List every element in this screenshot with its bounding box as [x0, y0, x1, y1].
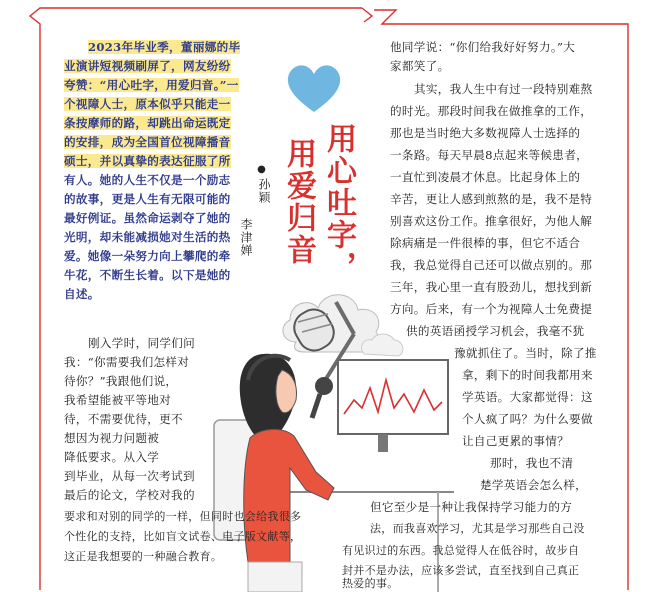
right-body-line: 拿，剩下的时间我都用来 [462, 368, 593, 382]
right-body-line: 三年，我心里一直有股劲儿，想找到新 [390, 280, 593, 294]
author-name-2: 李津婵 [239, 218, 253, 257]
left-body-line: 降低要求。从入学 [64, 450, 160, 464]
intro-line: 的安排，成为全国首位视障播音 [64, 135, 231, 149]
left-body-line: 我：“你需要我们怎样对 [64, 355, 190, 369]
right-body-line: 热爱的事。 [342, 577, 399, 590]
intro-line: 光明，却未能减损她对生活的热 [64, 230, 231, 244]
right-body-line: 除病痛是一件很棒的事，但它不适合 [390, 236, 581, 250]
right-body-line: 有见识过的东西。我总觉得人在低谷时，故步自 [342, 544, 580, 557]
monitor [338, 360, 448, 434]
intro-line: 2023年毕业季，董丽娜的毕 [88, 40, 241, 54]
left-body-line: 到毕业，从每一次考试到 [64, 469, 195, 483]
left-body-line: 要求和对别的同学的一样，但同时也会给我很多 [64, 510, 302, 523]
intro-line: 业演讲短视频刷屏了，网友纷纷 [64, 59, 231, 73]
intro-line: 最好例证。虽然命运剥夺了她的 [64, 211, 231, 225]
intro-line: 硕士，并以真挚的表达征服了所 [64, 154, 231, 168]
right-body-line: 学英语。大家都觉得：这 [462, 390, 593, 404]
hand-microphone [315, 377, 333, 395]
left-body-line: 这正是我想要的一种融合教育。 [64, 550, 223, 563]
right-body-line: 楚学英语会怎么样， [480, 478, 588, 492]
intro-line: 有人。她的人生不仅是一个励志 [64, 173, 231, 187]
right-body-line: 我，我总觉得自己还可以做点别的。那 [390, 258, 593, 272]
author-name-1: 孙颖 [257, 178, 271, 204]
right-body-line: 封并不是办法，应该多尝试，直至找到自己真正 [342, 564, 580, 577]
author-marker: ● [256, 164, 267, 176]
right-body-line: 辛苦，更让人感到煎熬的是，我不是特 [390, 192, 593, 206]
article-title-line2: 用爱归音 [281, 138, 316, 266]
right-body-line: 的时光。那段时间我在做推拿的工作， [390, 104, 593, 118]
heart-icon [285, 62, 343, 114]
intro-line: 条按摩师的路，却跳出命运既定 [64, 116, 231, 130]
left-body-line: 待，不需要优待，更不 [64, 412, 183, 426]
left-body-line: 刚入学时，同学们问 [88, 336, 196, 350]
right-body-line: 别喜欢这份工作。推拿很好，为他人解 [390, 214, 593, 228]
left-body-line: 最后的论文，学校对我的 [64, 488, 195, 502]
right-body-line: 法，而我喜欢学习，尤其是学习那些自己没 [370, 522, 585, 535]
right-body-line: 家都笑了。 [390, 59, 450, 73]
intro-line: 个视障人士，原本似乎只能走一 [64, 97, 231, 111]
right-body-line: 豫就抓住了。当时，除了推 [454, 346, 597, 360]
intro-line: 夸赞：“用心吐字，用爱归音。”一 [64, 78, 239, 92]
frame-notch-mark [362, 8, 372, 22]
right-body-line: 那时，我也不清 [490, 456, 574, 470]
left-body-line: 想因为视力问题被 [64, 431, 160, 445]
right-body-line: 让自己更累的事情？ [462, 434, 570, 448]
left-body-line: 我希望能被平等地对 [64, 393, 172, 407]
right-body-line: 个人疯了吗？为什么要做 [462, 412, 593, 426]
intro-line: 自述。 [64, 287, 100, 301]
right-body-line: 他同学说：“你们给我好好努力。”大 [390, 40, 576, 54]
right-body-line: 一直忙到凌晨才休息。比起身体上的 [390, 170, 581, 184]
right-body-line: 其实，我人生中有过一段特别难熬 [414, 82, 593, 96]
right-body-line: 那也是当时绝大多数视障人士选择的 [390, 126, 581, 140]
right-body-line: 一条路。每天早晨8点起来等候患者， [390, 148, 588, 162]
right-body-line: 方向。后来，有一个为视障人士免费提 [390, 302, 593, 316]
right-body-line: 供的英语函授学习机会，我毫不犹 [406, 324, 585, 338]
intro-line: 的故事，更是人生有无限可能的 [64, 192, 231, 206]
left-body-line: 待你？”我跟他们说， [64, 374, 178, 388]
right-body-line: 但它至少是一种让我保持学习能力的方 [370, 500, 573, 514]
left-body-line: 个性化的支持，比如盲文试卷、电子版文献等， [64, 530, 302, 543]
intro-line: 牛花，不断生长着。以下是她的 [64, 268, 231, 282]
intro-line: 爱。她像一朵努力向上攀爬的牵 [64, 249, 231, 263]
article-title-line1: 用心吐字， [321, 123, 356, 283]
